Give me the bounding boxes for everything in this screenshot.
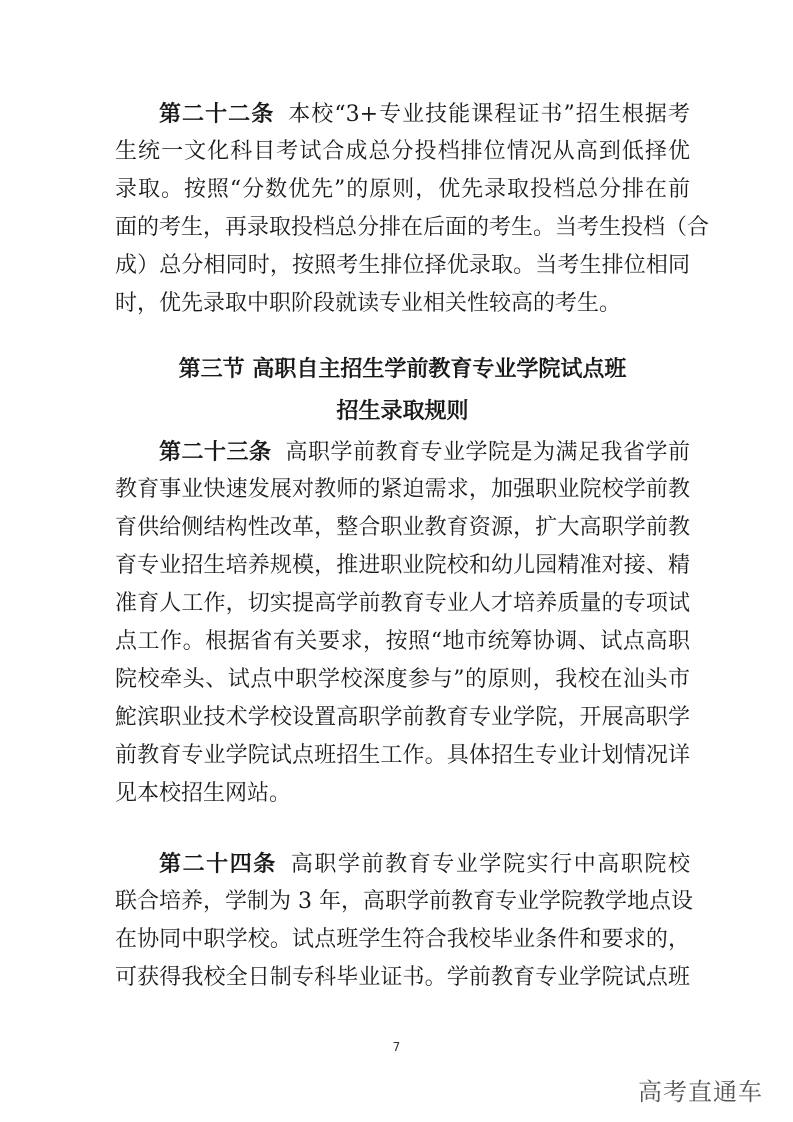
article-23-paragraph: [115, 433, 690, 813]
article-label: 第二十三条: [159, 439, 272, 465]
paragraph-line: 在协同中职学校。试点班学生符合我校毕业条件和要求的，: [115, 927, 690, 952]
paragraph-line: 准育人工作，切实提高学前教育专业人才培养质量的专项试: [115, 591, 690, 616]
article-22-paragraph: [115, 95, 710, 323]
paragraph-line: 第二十四条 高职学前教育专业学院实行中高职院校: [159, 851, 690, 877]
paragraph-line: 鮀滨职业技术学校设置高职学前教育专业学院，开展高职学: [115, 705, 690, 730]
paragraph-line: 前教育专业学院试点班招生工作。具体招生专业计划情况详: [115, 743, 690, 768]
paragraph-line: 院校牵头、试点中职学校深度参与”的原则，我校在汕头市: [115, 667, 690, 692]
paragraph-line: 成）总分相同时，按照考生排位择优录取。当考生排位相同: [115, 253, 690, 278]
article-24-paragraph: [115, 845, 693, 997]
paragraph-line: 点工作。根据省有关要求，按照“地市统筹协调、试点高职: [115, 629, 690, 654]
paragraph-line: 时，优先录取中职阶段就读专业相关性较高的考生。: [115, 291, 622, 316]
article-label: 第二十四条: [159, 851, 277, 877]
section-title-line-2: 招生录取规则: [336, 398, 469, 424]
paragraph-line: 生统一文化科目考试合成总分投档排位情况从高到低择优: [115, 139, 690, 164]
section-title-line-1: 第三节 高职自主招生学前教育专业学院试点班: [178, 356, 627, 382]
paragraph-line: 联合培养，学制为 3 年，高职学前教育专业学院教学地点设: [115, 889, 693, 914]
paragraph-line: 可获得我校全日制专科毕业证书。学前教育专业学院试点班: [115, 965, 690, 990]
page-number: 7: [392, 1040, 401, 1054]
article-label: 第二十二条: [159, 101, 275, 127]
paragraph-line: 第二十二条 本校“3+专业技能课程证书”招生根据考: [159, 101, 690, 127]
paragraph-line: 第二十三条 高职学前教育专业学院是为满足我省学前: [159, 439, 690, 465]
paragraph-line: 录取。按照“分数优先”的原则，优先录取投档总分排在前: [115, 177, 690, 202]
paragraph-line: 见本校招生网站。: [115, 781, 292, 806]
paragraph-line: 育供给侧结构性改革，整合职业教育资源，扩大高职学前教: [115, 515, 690, 540]
paragraph-line: 育专业招生培养规模，推进职业院校和幼儿园精准对接、精: [115, 553, 690, 578]
paragraph-line: 面的考生，再录取投档总分排在后面的考生。当考生投档（合: [115, 215, 710, 240]
paragraph-line: 教育事业快速发展对教师的紧迫需求，加强职业院校学前教: [115, 477, 690, 502]
watermark: 高考直通车: [638, 1078, 763, 1106]
